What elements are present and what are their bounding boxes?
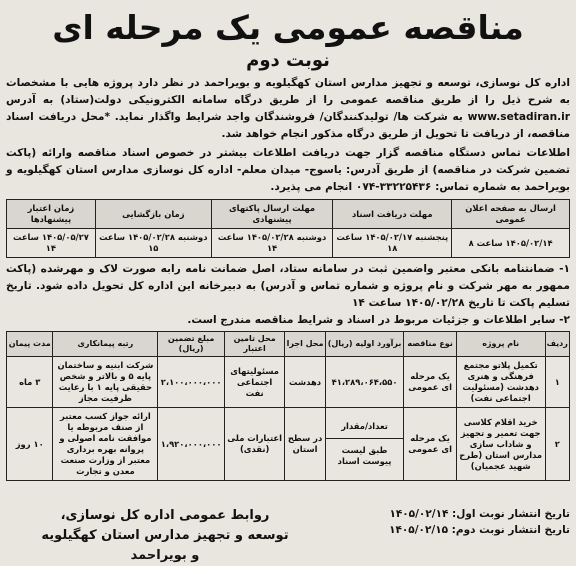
execution-location: دهدشت — [285, 357, 325, 408]
second-publication-date: تاریخ انتشار نوبت دوم: ۱۴۰۵/۰۲/۱۵ — [389, 524, 570, 536]
projects-header-cell: محل تامین اعتبار — [224, 332, 285, 357]
page-title: مناقصه عمومی یک مرحله ای — [52, 8, 524, 47]
schedule-header-cell: مهلت ارسال پاکتهای پیشنهادی — [211, 200, 333, 229]
projects-header-cell: محل اجرا — [285, 332, 325, 357]
execution-location: در سطح استان — [285, 408, 325, 481]
schedule-table — [6, 199, 570, 258]
schedule-value-cell: ۱۴۰۵/۰۲/۱۴ ساعت ۸ — [452, 229, 570, 258]
contact-paragraph: اطلاعات تماس دستگاه مناقصه گزار جهت دریافت اطلاعات بیشتر در خصوص اسناد مناقصه وارائه (پاکت تضمین شرکت در مناقصه) از طریق آدرس: یاسوج- میدان معلم- اداره کل نوسازی مدارس استان کهگیلویه و بویراحمد به شماره تماس: ۳۳۲۲۵۴۳۶-۰۷۴ انجام می پذیرد. — [6, 147, 570, 193]
page-subtitle: نوبت دوم — [246, 50, 330, 71]
schedule-value-cell: ۱۴۰۵/۰۵/۲۷ ساعت ۱۴ — [7, 229, 96, 258]
conditions-list — [6, 261, 570, 329]
projects-header-cell: ردیف — [545, 332, 569, 357]
footer — [6, 506, 570, 562]
projects-header-cell: نام پروژه — [456, 332, 545, 357]
row-number: ۲ — [545, 408, 569, 481]
estimate-attachment-note: طبق لیست پیوست اسناد — [337, 445, 392, 466]
contract-duration: ۱۰ روز — [7, 408, 53, 481]
projects-header-cell: رتبه پیمانکاری — [53, 332, 158, 357]
schedule-value-cell: دوشنبه ۱۴۰۵/۰۲/۲۸ ساعت ۱۴ — [211, 229, 333, 258]
guarantee-amount: ۲،۱۰۰،۰۰۰،۰۰۰ — [158, 357, 225, 408]
schedule-header-row — [7, 200, 570, 229]
schedule-value-row — [7, 229, 570, 258]
project-name: تکمیل پلاتو مجتمع فرهنگی و هنری دهدشت (مسئولیت اجتماعی نفت) — [456, 357, 545, 408]
condition-item: ۲- سایر اطلاعات و جزئیات مربوط در اسناد و شرایط مناقصه مندرج است. — [187, 314, 570, 326]
condition-item: ۱- ضمانتنامه بانکی معتبر واضمین ثبت در سامانه ستاد، اصل ضمانت نامه رابه صورت لاک و مهرشده (پاکت ممهور به مهر شرکت و نام پروژه و شماره تماس و آدرس) به دبیرخانه این اداره کل تحویل داده شود. تاریخ تسلیم پاکت تا تاریخ ۱۴۰۵/۰۲/۲۸ ساعت ۱۴ — [6, 263, 570, 309]
schedule-value-cell: دوشنبه ۱۴۰۵/۰۲/۲۸ ساعت ۱۵ — [95, 229, 211, 258]
schedule-header-cell: زمان بازگشایی — [95, 200, 211, 229]
table-row — [7, 408, 570, 481]
publication-dates — [320, 506, 570, 538]
project-name: خرید اقلام کلاسی جهت تعمیر و تجهیز و شاداب سازی مدارس استان (طرح شهید عجمیان) — [456, 408, 545, 481]
initial-estimate — [325, 408, 404, 481]
contractor-grade: شرکت ابنیه و ساختمان پایه ۵ و بالاتر و شخص حقیقی پایه ۱ با رعایت ظرفیت مجاز — [53, 357, 158, 408]
projects-header-cell: مدت پیمان — [7, 332, 53, 357]
guarantee-amount: ۱،۹۲۰،۰۰۰،۰۰۰ — [158, 408, 225, 481]
tender-type: یک مرحله ای عمومی — [404, 408, 456, 481]
row-number: ۱ — [545, 357, 569, 408]
contract-duration: ۳ ماه — [7, 357, 53, 408]
initial-estimate: ۴۱،۲۸۹،۰۶۴،۵۵۰ — [325, 357, 404, 408]
funding-source: اعتبارات ملی (نقدی) — [224, 408, 285, 481]
projects-header-cell: برآورد اولیه (ریال) — [325, 332, 404, 357]
projects-header-cell: نوع مناقصه — [404, 332, 456, 357]
contractor-grade: ارائه جواز کسب معتبر از صنف مربوطه یا موافقت نامه اصولی و پروانه بهره برداری معتبر از وزارت صنعت معدن و تجارت — [53, 408, 158, 481]
projects-table — [6, 331, 570, 481]
schedule-header-cell: زمان اعتبار پیشنهادها — [7, 200, 96, 229]
intro-paragraph: اداره کل نوسازی، توسعه و تجهیز مدارس استان کهگیلویه و بویراحمد در نظر دارد پروژه هایی با مشخصات به شرح ذیل را از طریق مناقصه عمومی را از طریق درگاه سامانه الکترونیکی دولت(ستاد) به آدرس www.setadiran.ir به شرکت ها/ تولیدکنندگان/ فروشندگان واجد شرایط واگذار نماید. *محل دریافت اسناد مناقصه، از دریافت تا تحویل از طریق درگاه مذکور انجام خواهد شد. — [6, 77, 570, 140]
schedule-header-cell: مهلت دریافت اسناد — [333, 200, 452, 229]
schedule-value-cell: پنجشنبه ۱۴۰۵/۰۲/۱۷ ساعت ۱۸ — [333, 229, 452, 258]
tender-type: یک مرحله ای عمومی — [404, 357, 456, 408]
first-publication-date: تاریخ انتشار نوبت اول: ۱۴۰۵/۰۲/۱۴ — [389, 508, 570, 520]
schedule-header-cell: ارسال به صفحه اعلان عمومی — [452, 200, 570, 229]
signature: روابط عمومی اداره کل نوسازی، توسعه و تجهیز مدارس استان کهگیلویه و بویراحمد — [41, 508, 289, 563]
projects-header-row — [7, 332, 570, 357]
projects-header-cell: مبلغ تضمین (ریال) — [158, 332, 225, 357]
table-row — [7, 357, 570, 408]
funding-source: مسئولیتهای اجتماعی نفت — [224, 357, 285, 408]
estimate-quantity-label: تعداد/مقدار — [326, 415, 404, 439]
